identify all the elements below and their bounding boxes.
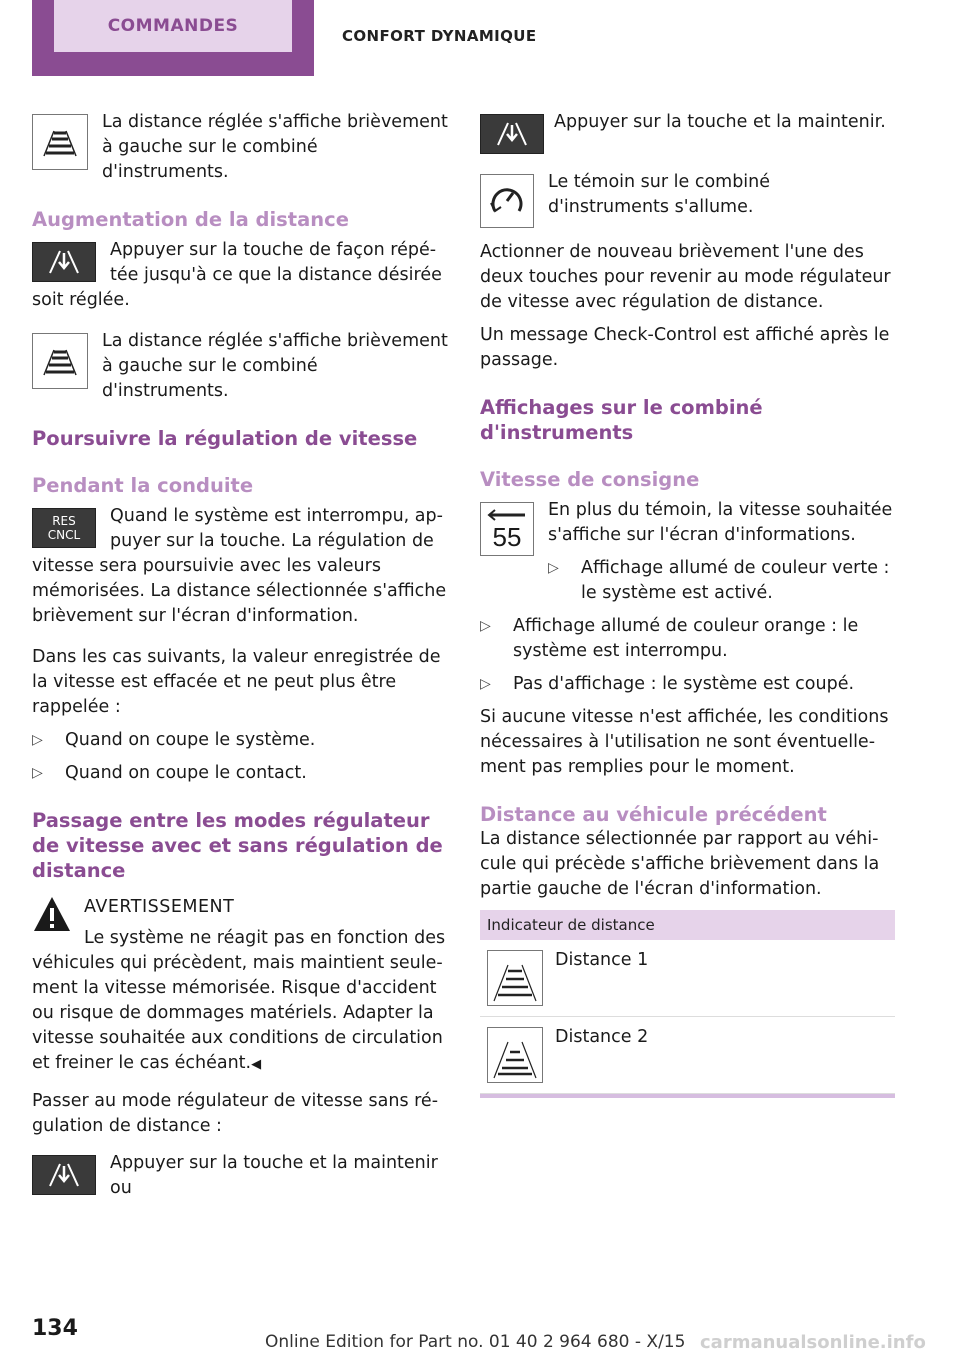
interrupted-para	[32, 504, 448, 629]
table-row	[480, 940, 895, 1017]
page-number: 134	[32, 1316, 78, 1341]
warning-body: Le système ne réagit pas en fonction des véhicules qui précèdent, mais maintient seulement la vitesse mémorisée. Risque d'accident ou risque de dommages matériels. Adapter la vitesse souhaitée aux conditions de circulation et freiner le cas échéant.	[32, 928, 446, 1073]
plus-temoin-text: En plus du témoin, la vitesse souhaitée s'affiche sur l'écran d'informations.	[548, 500, 893, 545]
set-speed-icon	[480, 502, 534, 556]
distance-1-icon	[487, 950, 543, 1006]
si-aucune-text: Si aucune vitesse n'est affichée, les conditions nécessaires à l'utilisation ne sont éventuellement pas remplies pour le moment.	[480, 707, 889, 777]
actionner-text: Actionner de nouveau brièvement l'une des deux touches pour revenir au mode régulateur de vitesse avec régulation de distance.	[480, 242, 891, 312]
heading-pendant: Pendant la conduite	[32, 474, 254, 497]
list-item	[480, 672, 896, 697]
distance-sel-text: La distance sélectionnée par rapport au véhicule qui précède s'affiche brièvement dans la partie gauche de l'écran d'information.	[480, 829, 880, 899]
warning-text	[32, 926, 448, 1077]
distance-display-para-1	[32, 110, 448, 185]
heading-passage: Passage entre les modes régulateur de vitesse avec et sans régulation de distance	[32, 809, 443, 882]
speedometer-icon	[480, 174, 534, 228]
bullet-text: Quand on coupe le contact.	[65, 763, 307, 783]
watermark: carmanualsonline.info	[700, 1332, 926, 1353]
interrupted-text: Quand le système est interrompu, appuyer sur la touche. La régulation de vitesse sera poursuivie avec les valeurs mémorisées. La distance sélectionnée s'affiche brièvement sur l'écran d'information.	[32, 506, 447, 626]
tab-commandes[interactable]	[32, 0, 314, 76]
distance-bars-icon	[32, 114, 88, 170]
table-bottom-rule	[480, 1094, 895, 1098]
heading-poursuivre: Poursuivre la régulation de vitesse	[32, 427, 418, 450]
hold-or-para	[32, 1151, 448, 1201]
press-repeat-para	[32, 238, 448, 313]
triangle-bullet-icon: ▷	[548, 560, 559, 576]
bullet-text: Affichage allumé de couleur orange : le système est interrompu.	[513, 616, 859, 661]
table-header: Indicateur de distance	[480, 910, 895, 940]
right-column	[480, 110, 896, 1098]
hold-para	[480, 110, 896, 158]
distance-button-icon	[32, 1155, 96, 1195]
distance-button-icon	[480, 114, 544, 154]
hold-or-text: Appuyer sur la touche et la maintenir ou	[110, 1153, 438, 1198]
list-item	[548, 556, 896, 606]
warning-title: AVERTISSEMENT	[84, 897, 235, 917]
tab-confort-dynamique[interactable]: CONFORT DYNAMIQUE	[342, 27, 537, 45]
res-cncl-button-icon	[32, 508, 96, 548]
vitesse-para	[480, 498, 896, 606]
table-row	[480, 1017, 895, 1094]
bullet-text: Quand on coupe le système.	[65, 730, 316, 750]
triangle-bullet-icon: ▷	[480, 676, 491, 692]
cncl-label: CNCL	[47, 528, 81, 542]
temoin-para	[480, 170, 896, 232]
list-item	[480, 614, 896, 664]
heading-distance: Distance au véhicule précédent	[480, 803, 827, 826]
heading-vitesse: Vitesse de consigne	[480, 468, 700, 491]
distance-display-text-1: La distance réglée s'affiche brièvement à gauche sur le combiné d'instruments.	[102, 112, 448, 182]
passer-text: Passer au mode régulateur de vitesse sans régulation de distance :	[32, 1091, 439, 1136]
distance-button-icon	[32, 242, 96, 282]
warning-block	[32, 895, 448, 1077]
temoin-text: Le témoin sur le combiné d'instruments s'allume.	[548, 172, 771, 217]
edition-footer: Online Edition for Part no. 01 40 2 964 680 - X/15	[265, 1332, 686, 1352]
end-marker-icon: ◀	[251, 1057, 262, 1072]
res-label: RES	[52, 514, 76, 528]
bullet-text: Affichage allumé de couleur verte : le système est activé.	[581, 558, 890, 603]
hold-text: Appuyer sur la touche et la maintenir.	[554, 112, 886, 132]
table-cell-label: Distance 1	[555, 950, 649, 970]
distance-2-icon	[487, 1027, 543, 1083]
message-text: Un message Check-Control est affiché après le passage.	[480, 325, 890, 370]
heading-affichages: Affichages sur le combiné d'instruments	[480, 396, 763, 444]
warning-triangle-icon	[32, 895, 72, 935]
triangle-bullet-icon: ▷	[480, 618, 491, 634]
distance-display-text-2: La distance réglée s'affiche brièvement à gauche sur le combiné d'instruments.	[102, 331, 448, 401]
table-cell-label: Distance 2	[555, 1027, 649, 1047]
left-column	[32, 110, 448, 1201]
set-speed-value: 55	[492, 522, 522, 552]
list-item	[32, 761, 448, 786]
distance-indicator-table	[480, 910, 895, 1098]
triangle-bullet-icon: ▷	[32, 765, 43, 781]
cases-text: Dans les cas suivants, la valeur enregistrée de la vitesse est effacée et ne peut plus être rappelée :	[32, 647, 441, 717]
distance-bars-icon	[32, 333, 88, 389]
list-item	[32, 728, 448, 753]
triangle-bullet-icon: ▷	[32, 732, 43, 748]
bullet-text: Pas d'affichage : le système est coupé.	[513, 674, 855, 694]
distance-display-para-2	[32, 329, 448, 404]
tab-commandes-label: COMMANDES	[54, 0, 292, 52]
heading-augmentation: Augmentation de la distance	[32, 208, 349, 231]
press-repeat-text: Appuyer sur la touche de façon répétée jusqu'à ce que la distance désirée soit réglée.	[32, 240, 442, 310]
